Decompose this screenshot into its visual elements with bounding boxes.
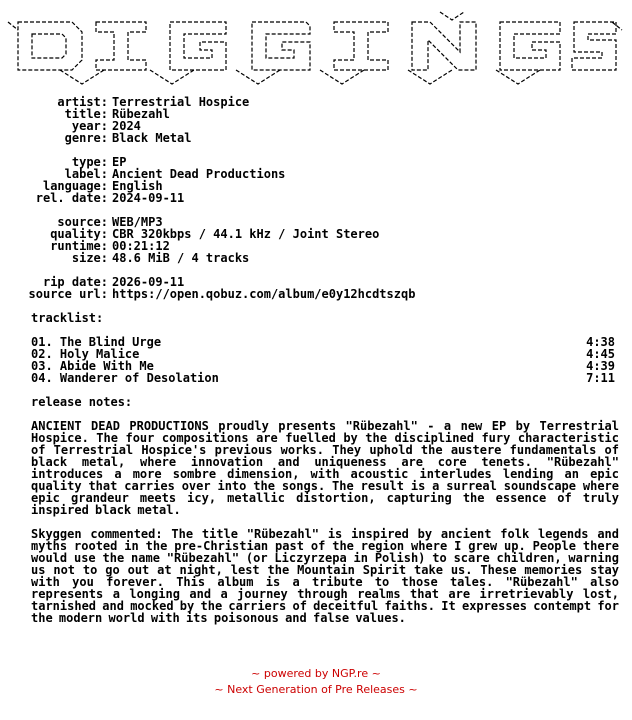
- meta-label: source:: [57, 215, 108, 229]
- meta-label: artist:: [57, 95, 108, 109]
- meta-label: rel. date:: [35, 191, 108, 205]
- meta-value: Black Metal: [112, 131, 192, 145]
- footer-tagline: ~ Next Generation of Pre Releases ~: [214, 683, 418, 696]
- meta-value: 2024-09-11: [112, 191, 185, 205]
- track-title: 04. Wanderer of Desolation: [31, 371, 219, 385]
- meta-label: genre:: [64, 131, 108, 145]
- meta-value: Terrestrial Hospice: [112, 95, 250, 109]
- meta-value: Ancient Dead Productions: [112, 167, 286, 181]
- meta-label: rip date:: [42, 275, 108, 289]
- source-url-link[interactable]: https://open.qobuz.com/album/e0y12hcdtszqb: [112, 287, 416, 301]
- footer-powered-by[interactable]: ~ powered by NGP.re ~: [251, 667, 381, 680]
- track-duration: 7:11: [586, 371, 615, 385]
- track-duration: 4:39: [586, 359, 615, 373]
- meta-label: quality:: [50, 227, 108, 241]
- meta-value: EP: [112, 155, 127, 169]
- tracklist-heading: tracklist:: [31, 311, 104, 325]
- meta-label: label:: [64, 167, 108, 181]
- meta-label: runtime:: [50, 239, 108, 253]
- track-duration: 4:38: [586, 335, 615, 349]
- meta-value: English: [112, 179, 163, 193]
- ascii-logo: [0, 8, 632, 86]
- meta-label: year:: [71, 119, 108, 133]
- meta-value: 00:21:12: [112, 239, 170, 253]
- track-duration: 4:45: [586, 347, 615, 361]
- release-notes-heading: release notes:: [31, 395, 133, 409]
- meta-label: size:: [71, 251, 108, 265]
- meta-label: language:: [42, 179, 108, 193]
- meta-genre: [0, 132, 191, 144]
- meta-value: WEB/MP3: [112, 215, 163, 229]
- meta-rel-date: [0, 192, 184, 204]
- meta-size: [0, 252, 249, 264]
- track-title: 03. Abide With Me: [31, 359, 154, 373]
- track-title: 02. Holy Malice: [31, 347, 140, 361]
- meta-label: type:: [71, 155, 108, 169]
- release-notes-paragraph: Skyggen commented: The title "Rübezahl" is inspired by ancient folk legends and myths rooted in the pre-Christian past of the region where I grew up. People there would use the name "Rübezahl" (or Liczyrzepa in Polish) to scare children, warning us not to go out at night, lest the Mountain Spirit take us. These memories stay with you forever. This album is a tribute to those tales. "Rübezahl" also represents a longing and a journey through realms that are irretrievably lost, tarnished and mocked by the carriers of deceitful faiths. It expresses contempt for the modern world with its poisonous and false values.: [31, 527, 619, 625]
- ascii-logo-art: [0, 8, 632, 86]
- release-notes-paragraph: ANCIENT DEAD PRODUCTIONS proudly presents "Rübezahl" - a new EP by Terrestrial Hospice. The four compositions are fuelled by the disciplined fury characteristic of Terrestrial Hospice's previous works. They uphold the austere fundamentals of black metal, where innovation and uniqueness are core tenets. "Rübezahl" introduces a more sombre dimension, with acoustic interludes lending an epic quality that carries over into the songs. The result is a surreal soundscape where epic grandeur meets icy, metallic distortion, capturing the essence of truly inspired black metal.: [31, 419, 619, 517]
- meta-source-url: [0, 288, 415, 300]
- track-title: 01. The Blind Urge: [31, 335, 162, 349]
- meta-label: title:: [64, 107, 108, 121]
- meta-value: CBR 320kbps / 44.1 kHz / Joint Stereo: [112, 227, 380, 241]
- meta-value: 48.6 MiB / 4 tracks: [112, 251, 250, 265]
- meta-value: Rübezahl: [112, 107, 170, 121]
- meta-label: source url:: [28, 287, 108, 301]
- meta-value: 2024: [112, 119, 141, 133]
- meta-value: 2026-09-11: [112, 275, 185, 289]
